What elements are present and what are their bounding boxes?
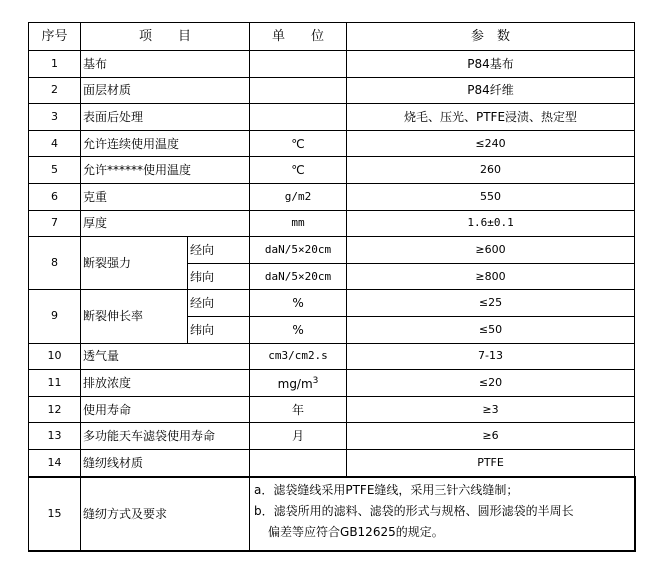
row-param: P84基布 <box>347 51 635 78</box>
row-seq: 13 <box>29 423 81 450</box>
table-row <box>29 210 635 237</box>
row-seq: 3 <box>29 104 81 131</box>
row-param: 1.6±0.1 <box>347 210 635 237</box>
requirement-b-continued: 偏差等应符合GB12625的规定。 <box>268 524 444 539</box>
row-item: 缝纫方式及要求 <box>81 477 250 551</box>
table-row-requirements <box>29 477 635 551</box>
table-row <box>29 423 635 450</box>
row-item: 克重 <box>81 183 250 210</box>
header-row <box>29 23 635 51</box>
header-param: 参 数 <box>347 23 635 51</box>
row-seq: 15 <box>29 477 81 551</box>
table-row <box>29 370 635 397</box>
table-row <box>29 237 635 264</box>
row-unit <box>250 449 347 476</box>
row-seq: 11 <box>29 370 81 397</box>
row-unit: daN/5×20cm <box>250 263 347 290</box>
requirements-cell <box>250 477 635 551</box>
row-seq: 6 <box>29 183 81 210</box>
spec-table <box>28 22 636 552</box>
row-param: ≥600 <box>347 237 635 264</box>
row-param: 烧毛、压光、PTFE浸渍、热定型 <box>347 104 635 131</box>
row-param: 550 <box>347 183 635 210</box>
row-param: PTFE <box>347 449 635 476</box>
row-param: 7-13 <box>347 343 635 370</box>
row-seq: 2 <box>29 77 81 104</box>
row-seq: 14 <box>29 449 81 476</box>
header-item: 项 目 <box>81 23 250 51</box>
table-row <box>29 396 635 423</box>
row-unit: ℃ <box>250 130 347 157</box>
row-item: 排放浓度 <box>81 370 250 397</box>
row-seq: 10 <box>29 343 81 370</box>
row-sub: 经向 <box>188 290 250 317</box>
row-param: ≥6 <box>347 423 635 450</box>
table-row <box>29 104 635 131</box>
row-sub: 经向 <box>188 237 250 264</box>
unit-text: mg/m <box>277 377 313 392</box>
row-item: 允许连续使用温度 <box>81 130 250 157</box>
row-item: 面层材质 <box>81 77 250 104</box>
row-seq: 9 <box>29 290 81 343</box>
row-param: ≥3 <box>347 396 635 423</box>
table-row <box>29 290 635 317</box>
row-unit: 年 <box>250 396 347 423</box>
row-param: ≤240 <box>347 130 635 157</box>
row-item: 厚度 <box>81 210 250 237</box>
row-item: 断裂伸长率 <box>81 290 188 343</box>
requirement-b: b．滤袋所用的滤料、滤袋的形式与规格、圆形滤袋的半周长 <box>254 503 574 518</box>
table-row <box>29 77 635 104</box>
header-unit: 单 位 <box>250 23 347 51</box>
row-unit: mm <box>250 210 347 237</box>
row-param: ≤25 <box>347 290 635 317</box>
row-item: 断裂强力 <box>81 237 188 290</box>
row-param: ≤50 <box>347 316 635 343</box>
row-unit: % <box>250 316 347 343</box>
row-unit: 月 <box>250 423 347 450</box>
row-seq: 5 <box>29 157 81 184</box>
table-row <box>29 343 635 370</box>
row-param: P84纤维 <box>347 77 635 104</box>
row-unit: ℃ <box>250 157 347 184</box>
unit-superscript: 3 <box>312 376 319 387</box>
row-seq: 12 <box>29 396 81 423</box>
row-item: 表面后处理 <box>81 104 250 131</box>
row-sub: 纬向 <box>188 316 250 343</box>
row-param: ≤20 <box>347 370 635 397</box>
row-sub: 纬向 <box>188 263 250 290</box>
table-row <box>29 449 635 476</box>
row-item: 透气量 <box>81 343 250 370</box>
row-seq: 1 <box>29 51 81 78</box>
row-unit: daN/5×20cm <box>250 237 347 264</box>
row-seq: 8 <box>29 237 81 290</box>
row-item: 允许******使用温度 <box>81 157 250 184</box>
table-row <box>29 130 635 157</box>
row-unit: % <box>250 290 347 317</box>
table-row <box>29 183 635 210</box>
row-unit: cm3/cm2.s <box>250 343 347 370</box>
requirement-a: a．滤袋缝线采用PTFE缝线，采用三针六线缝制； <box>254 482 519 497</box>
row-unit <box>250 104 347 131</box>
table-row <box>29 51 635 78</box>
row-unit: g/m2 <box>250 183 347 210</box>
header-seq: 序号 <box>29 23 81 51</box>
row-seq: 7 <box>29 210 81 237</box>
row-param: ≥800 <box>347 263 635 290</box>
row-unit <box>250 370 347 397</box>
row-param: 260 <box>347 157 635 184</box>
row-unit <box>250 51 347 78</box>
row-unit <box>250 77 347 104</box>
row-seq: 4 <box>29 130 81 157</box>
row-item: 基布 <box>81 51 250 78</box>
row-item: 使用寿命 <box>81 396 250 423</box>
row-item: 多功能天车滤袋使用寿命 <box>81 423 250 450</box>
row-item: 缝纫线材质 <box>81 449 250 476</box>
table-row <box>29 157 635 184</box>
